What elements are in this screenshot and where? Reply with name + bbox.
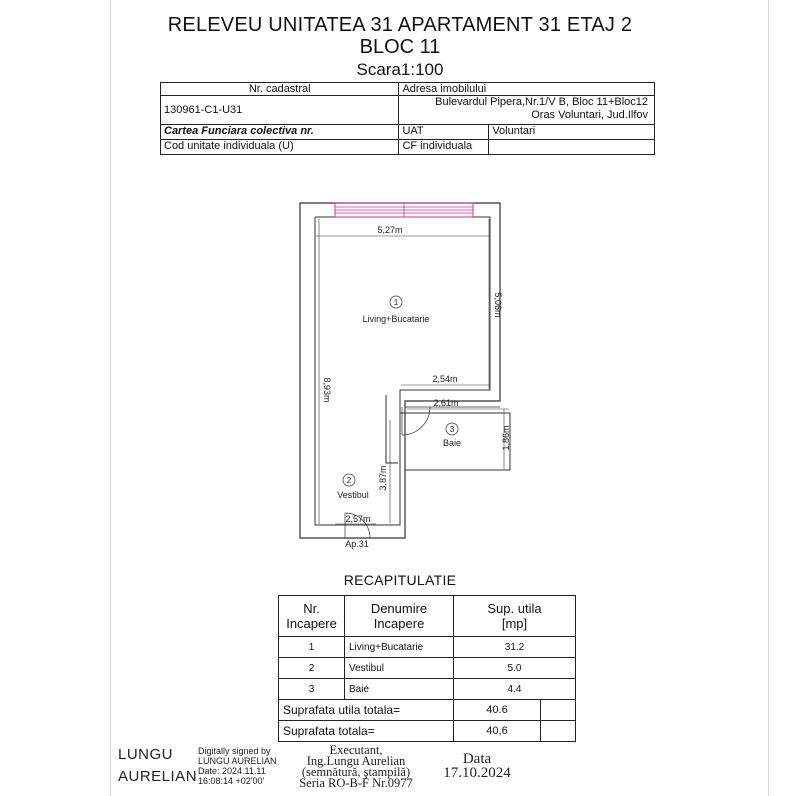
row-nr: 1 bbox=[279, 637, 345, 658]
uat-value: Voluntari bbox=[489, 124, 655, 139]
row-name: Vestibul bbox=[345, 658, 454, 679]
executant-line-4: Seria RO-B-F Nr.0977 bbox=[299, 776, 413, 790]
page-title: RELEVEU UNITATEA 31 APARTAMENT 31 ETAJ 2 bbox=[167, 14, 633, 36]
scale-label: Scara1:100 bbox=[356, 60, 444, 79]
room-2-name: Vestibul bbox=[337, 490, 369, 500]
baie-door bbox=[402, 407, 430, 435]
header-denumire bbox=[345, 596, 454, 637]
room-1-name: Living+Bucatarie bbox=[362, 314, 430, 324]
uat-label: UAT bbox=[399, 124, 489, 139]
signature-name-line-2: AURELIAN bbox=[118, 768, 198, 785]
dim-step-width: 2,54m bbox=[432, 374, 458, 384]
signature-info-line-3: Date: 2024.11.11 bbox=[198, 766, 266, 776]
signature-name bbox=[118, 744, 197, 788]
adresa-value bbox=[399, 96, 655, 124]
total-row bbox=[279, 721, 576, 742]
page-border-left bbox=[110, 0, 111, 796]
signature-info bbox=[198, 746, 277, 786]
room-3-name: Baie bbox=[442, 438, 462, 448]
signature-info-line-2: LUNGU AURELIAN bbox=[198, 756, 277, 766]
cf-individuala-label: CF individuala bbox=[399, 139, 489, 154]
header-suprafata bbox=[454, 596, 576, 637]
total-spacer bbox=[541, 721, 576, 742]
room-2-number: 2 bbox=[346, 476, 352, 485]
header-sup-line-1: Sup. utila bbox=[487, 601, 542, 616]
executant-block bbox=[281, 745, 431, 789]
total-utila-row bbox=[279, 700, 576, 721]
signature-info-line-4: 16:08:14 +02'00' bbox=[198, 776, 265, 786]
total-label: Suprafata totala= bbox=[279, 721, 454, 742]
table-row bbox=[279, 658, 576, 679]
date-block bbox=[432, 752, 522, 780]
nr-cadastral-value: 130961-C1-U31 bbox=[161, 96, 399, 124]
inner-wall bbox=[315, 217, 510, 470]
row-name: Living+Bucatarie bbox=[345, 637, 454, 658]
page-border-right bbox=[768, 0, 769, 796]
baie-wall bbox=[386, 395, 398, 463]
apartment-label: Ap.31 bbox=[345, 539, 369, 549]
header-denumire-line-1: Denumire bbox=[370, 601, 428, 616]
table-row bbox=[279, 637, 576, 658]
row-nr: 2 bbox=[279, 658, 345, 679]
total-utila-spacer bbox=[541, 700, 576, 721]
floor-plan bbox=[280, 195, 520, 555]
nr-cadastral-label: Nr. cadastral bbox=[161, 83, 399, 96]
page-subtitle: BLOC 11 bbox=[359, 36, 441, 58]
dim-vestibul-length: 3,87m bbox=[378, 465, 388, 491]
executant-line-2: Ing.Lungu Aurelian bbox=[306, 754, 406, 768]
row-area: 31.2 bbox=[454, 637, 576, 658]
dim-baie-width: 2,61m bbox=[433, 398, 459, 408]
adresa-label: Adresa imobilului bbox=[399, 83, 655, 96]
date-label: Data bbox=[462, 751, 492, 767]
row-area: 5.0 bbox=[454, 658, 576, 679]
header-nr bbox=[279, 596, 345, 637]
row-area: 4.4 bbox=[454, 679, 576, 700]
cadastral-table bbox=[160, 82, 655, 155]
row-nr: 3 bbox=[279, 679, 345, 700]
signature-info-line-1: Digitally signed by bbox=[198, 746, 271, 756]
carte-funciara-label: Cartea Funciara colectiva nr. bbox=[161, 124, 399, 139]
room-3-number: 3 bbox=[449, 425, 455, 434]
cod-unitate-label: Cod unitate individuala (U) bbox=[161, 139, 399, 154]
dim-baie-depth: 1,86m bbox=[501, 425, 511, 451]
adresa-line-2: Oras Voluntari, Jud.Ilfov bbox=[531, 109, 648, 122]
total-value: 40,6 bbox=[454, 721, 541, 742]
executant-line-1: Executant, bbox=[329, 743, 383, 757]
dimension-lines bbox=[316, 219, 509, 524]
recap-title: RECAPITULATIE bbox=[343, 572, 457, 588]
date-value: 17.10.2024 bbox=[443, 765, 511, 781]
total-utila-label: Suprafata utila totala= bbox=[279, 700, 454, 721]
dim-living-width: 5,27m bbox=[377, 225, 403, 235]
cf-individuala-value bbox=[489, 139, 655, 154]
header-denumire-line-2: Incapere bbox=[373, 616, 425, 631]
header-sup-line-2: [mp] bbox=[501, 616, 528, 631]
row-name: Baie bbox=[345, 679, 454, 700]
recap-table bbox=[278, 595, 576, 742]
adresa-line-1: Bulevardul Pipera,Nr.1/V B, Bloc 11+Bloc12 bbox=[435, 96, 648, 109]
signature-name-line-1: LUNGU bbox=[118, 746, 174, 763]
header-nr-line-2: Incapere bbox=[286, 616, 337, 631]
header-nr-line-1: Nr. bbox=[303, 601, 320, 616]
dim-total-length: 8,93m bbox=[322, 377, 332, 403]
room-1-number: 1 bbox=[393, 298, 399, 307]
table-row bbox=[279, 679, 576, 700]
dim-living-depth: 5,06m bbox=[493, 292, 503, 318]
total-utila-value: 40.6 bbox=[454, 700, 541, 721]
dim-entry-width: 2,57m bbox=[345, 514, 371, 524]
executant-line-3: (semnătură, ştampilă) bbox=[301, 765, 411, 779]
